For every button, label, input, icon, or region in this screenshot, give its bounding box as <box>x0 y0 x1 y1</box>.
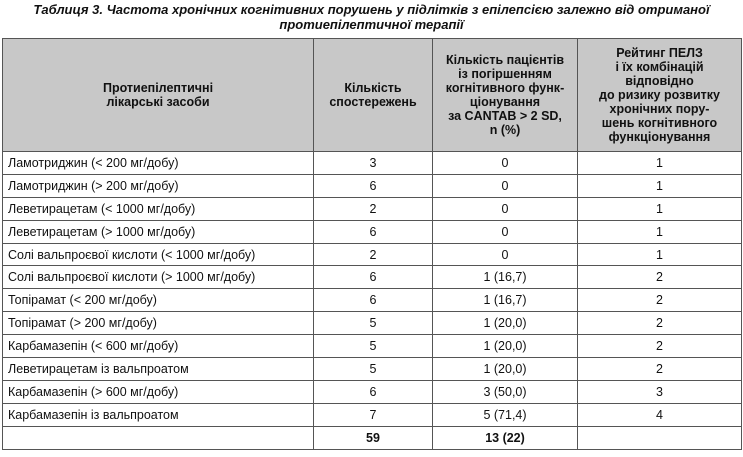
header-row <box>3 39 742 152</box>
table-row <box>3 380 742 403</box>
header-rating-line: Рейтинг ПЕЛЗ <box>616 46 703 60</box>
header-drug <box>3 39 314 152</box>
cell-drug: Карбамазепін (> 600 мг/добу) <box>3 380 314 403</box>
header-worsened-line: ціонування <box>469 95 541 109</box>
cell-drug: Ламотриджин (> 200 мг/добу) <box>3 174 314 197</box>
table-caption <box>0 2 743 32</box>
cell-rating: 1 <box>578 243 742 266</box>
cell-worsened: 0 <box>433 197 578 220</box>
cell-worsened: 1 (16,7) <box>433 289 578 312</box>
header-worsened-line: за CANTAB > 2 SD, <box>448 109 562 123</box>
cell-worsened: 1 (20,0) <box>433 335 578 358</box>
cell-worsened: 0 <box>433 174 578 197</box>
cell-count: 6 <box>314 380 433 403</box>
cell-count: 6 <box>314 220 433 243</box>
table-row <box>3 220 742 243</box>
cell-drug: Карбамазепін (< 600 мг/добу) <box>3 335 314 358</box>
header-rating-line: функціонування <box>608 130 711 144</box>
cell-rating: 1 <box>578 174 742 197</box>
cell-drug: Топірамат (> 200 мг/добу) <box>3 312 314 335</box>
cell-count: 2 <box>314 197 433 220</box>
table-row <box>3 152 742 175</box>
cell-rating: 3 <box>578 380 742 403</box>
total-drug <box>3 426 314 449</box>
total-worsened: 13 (22) <box>433 426 578 449</box>
header-drug-line: лікарські засоби <box>106 95 210 109</box>
cell-count: 6 <box>314 174 433 197</box>
cell-count: 6 <box>314 266 433 289</box>
cell-drug: Солі вальпроєвої кислоти (< 1000 мг/добу) <box>3 243 314 266</box>
caption-line-2: протиепілептичної терапії <box>279 17 464 32</box>
table-row <box>3 312 742 335</box>
header-rating-line: шень когнітивного <box>601 116 718 130</box>
header-count <box>314 39 433 152</box>
cell-count: 5 <box>314 358 433 381</box>
cell-worsened: 1 (16,7) <box>433 266 578 289</box>
table-row <box>3 358 742 381</box>
caption-line-1: Таблиця 3. Частота хронічних когнітивних порушень у підлітків з епілепсією залежно від отриманої <box>33 2 710 17</box>
header-worsened-line: когнітивного функ- <box>445 81 565 95</box>
header-worsened-line: із погіршенням <box>458 67 552 81</box>
cell-count: 5 <box>314 335 433 358</box>
table-row <box>3 243 742 266</box>
table-row <box>3 335 742 358</box>
cell-rating: 4 <box>578 403 742 426</box>
cell-count: 6 <box>314 289 433 312</box>
cell-drug: Леветирацетам (< 1000 мг/добу) <box>3 197 314 220</box>
total-count: 59 <box>314 426 433 449</box>
header-rating-line: і їх комбінацій <box>615 60 704 74</box>
header-worsened-line: Кількість пацієнтів <box>445 53 565 67</box>
cell-rating: 2 <box>578 335 742 358</box>
table-row <box>3 403 742 426</box>
cell-worsened: 0 <box>433 152 578 175</box>
cell-count: 5 <box>314 312 433 335</box>
cell-worsened: 3 (50,0) <box>433 380 578 403</box>
cell-rating: 1 <box>578 220 742 243</box>
header-worsened <box>433 39 578 152</box>
cell-drug: Солі вальпроєвої кислоти (> 1000 мг/добу) <box>3 266 314 289</box>
cell-rating: 1 <box>578 197 742 220</box>
total-row <box>3 426 742 449</box>
cell-worsened: 1 (20,0) <box>433 312 578 335</box>
header-rating-line: до ризику розвитку <box>599 88 720 102</box>
cell-rating: 2 <box>578 312 742 335</box>
cell-count: 2 <box>314 243 433 266</box>
header-rating <box>578 39 742 152</box>
cell-drug: Ламотриджин (< 200 мг/добу) <box>3 152 314 175</box>
cell-drug: Топірамат (< 200 мг/добу) <box>3 289 314 312</box>
cell-rating: 2 <box>578 266 742 289</box>
header-worsened-line: n (%) <box>489 123 521 137</box>
cell-worsened: 5 (71,4) <box>433 403 578 426</box>
cell-worsened: 1 (20,0) <box>433 358 578 381</box>
header-count-line: Кількість <box>344 81 402 95</box>
cell-worsened: 0 <box>433 243 578 266</box>
cell-drug: Леветирацетам із вальпроатом <box>3 358 314 381</box>
cell-count: 3 <box>314 152 433 175</box>
total-rating <box>578 426 742 449</box>
table-row <box>3 266 742 289</box>
therapy-table <box>2 38 742 450</box>
header-count-line: спостережень <box>329 95 417 109</box>
cell-worsened: 0 <box>433 220 578 243</box>
cell-drug: Леветирацетам (> 1000 мг/добу) <box>3 220 314 243</box>
table-row <box>3 289 742 312</box>
table-row <box>3 174 742 197</box>
cell-rating: 2 <box>578 358 742 381</box>
table-row <box>3 197 742 220</box>
header-rating-line: хронічних пору- <box>609 102 710 116</box>
header-drug-line: Протиепілептичні <box>102 81 214 95</box>
cell-drug: Карбамазепін із вальпроатом <box>3 403 314 426</box>
cell-rating: 2 <box>578 289 742 312</box>
cell-rating: 1 <box>578 152 742 175</box>
header-rating-line: відповідно <box>625 74 694 88</box>
cell-count: 7 <box>314 403 433 426</box>
table-body <box>3 152 742 450</box>
